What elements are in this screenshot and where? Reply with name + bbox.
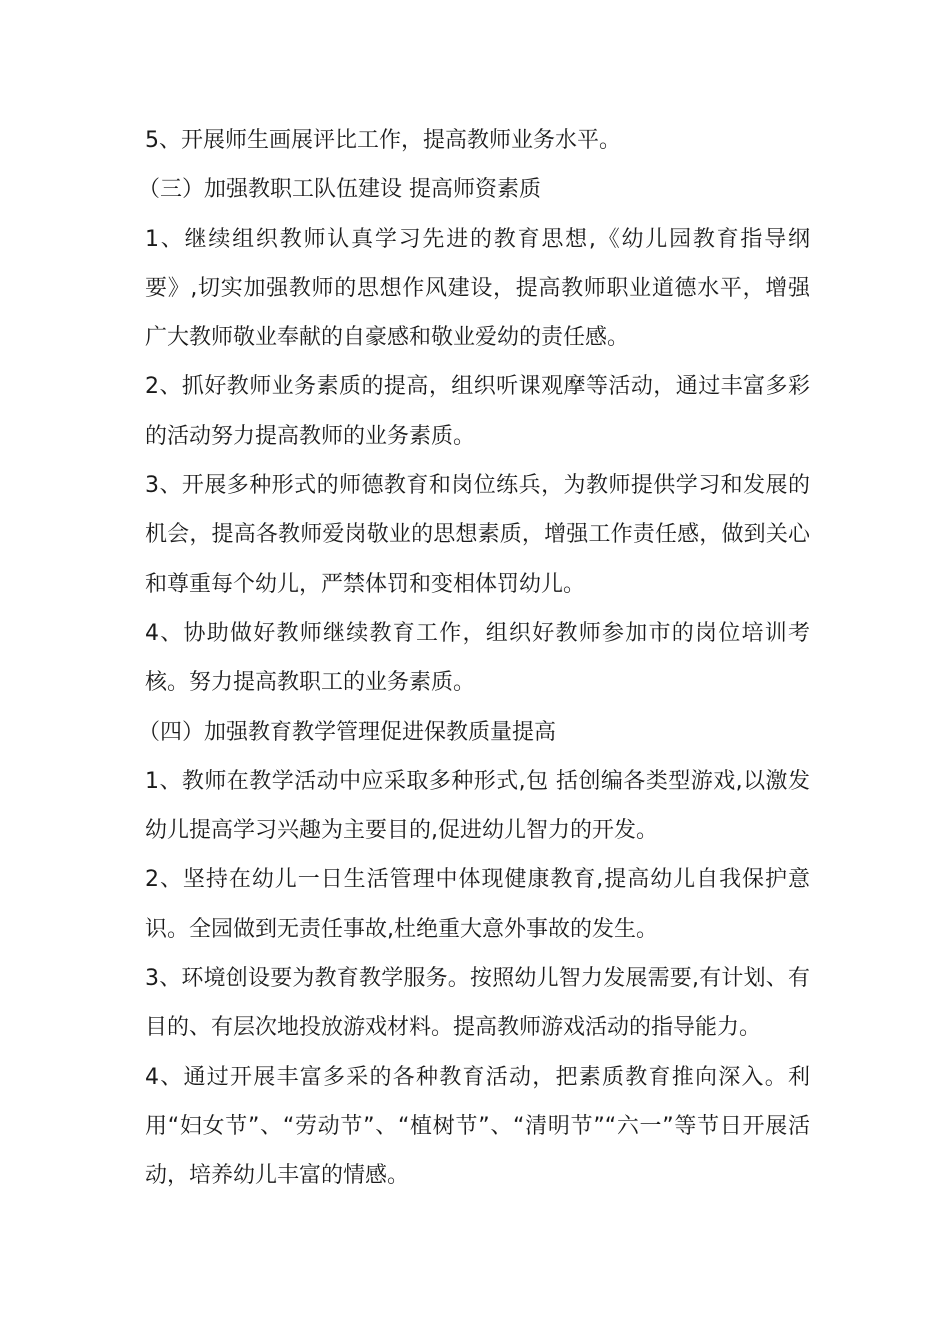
paragraph-item-1-games: 1、教师在教学活动中应采取多种形式,包 括创编各类型游戏,以激发幼儿提高学习兴趣为主要目的,促进幼儿智力的开发。 [145, 768, 810, 844]
paragraph-item-4-festivals: 4、通过开展丰富多采的各种教育活动，把素质教育推向深入。利用“妇女节”、“劳动节”、“植树节”、“清明节”“六一”等节日开展活动，培养幼儿丰富的情感。 [145, 1064, 810, 1189]
section-heading-4: （四）加强教育教学管理促进保教质量提高 [138, 719, 557, 745]
paragraph-item-2-quality: 2、抓好教师业务素质的提高，组织听课观摩等活动，通过丰富多彩的活动努力提高教师的业务素质。 [145, 374, 810, 449]
paragraph-item-1-study: 1、继续组织教师认真学习先进的教育思想,《幼儿园教育指导纲要》,切实加强教师的思想作风建设，提高教师职业道德水平，增强广大教师敬业奉献的自豪感和敬业爱幼的责任感。 [145, 226, 810, 351]
document-body [138, 116, 810, 1201]
paragraph-item-2-health: 2、坚持在幼儿一日生活管理中体现健康教育,提高幼儿自我保护意识。全园做到无责任事故,杜绝重大意外事故的发生。 [145, 867, 810, 942]
paragraph-item-3-environment: 3、环境创设要为教育教学服务。按照幼儿智力发展需要,有计划、有目的、有层次地投放游戏材料。提高教师游戏活动的指导能力。 [145, 966, 810, 1041]
paragraph-item-3-ethics: 3、开展多种形式的师德教育和岗位练兵，为教师提供学习和发展的机会，提高各教师爱岗敬业的思想素质，增强工作责任感，做到关心和尊重每个幼儿，严禁体罚和变相体罚幼儿。 [145, 473, 810, 597]
paragraph-item-4-training: 4、协助做好教师继续教育工作，组织好教师参加市的岗位培训考核。努力提高教职工的业务素质。 [145, 620, 810, 696]
section-heading-3: （三）加强教职工队伍建设 提高师资素质 [138, 177, 541, 203]
paragraph-item-5-exhibition: 5、开展师生画展评比工作，提高教师业务水平。 [145, 128, 621, 153]
